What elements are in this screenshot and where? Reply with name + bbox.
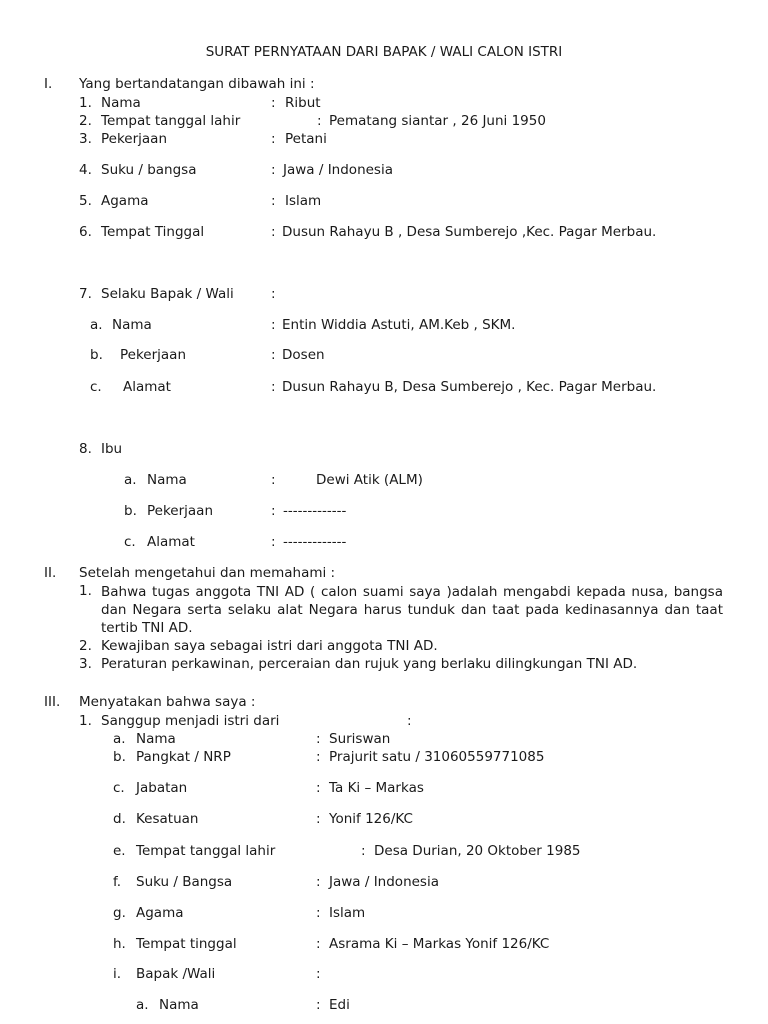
row-label: Bapak /Wali bbox=[136, 966, 216, 982]
row-label: Alamat bbox=[147, 534, 195, 550]
item-1-number: 1. bbox=[79, 713, 92, 729]
row-value: Entin Widdia Astuti, AM.Keb , SKM. bbox=[282, 317, 516, 333]
row-value: Dewi Atik (ALM) bbox=[316, 472, 423, 488]
row-label: Nama bbox=[112, 317, 152, 333]
row-number: b. bbox=[113, 749, 126, 765]
row-colon: : bbox=[317, 113, 322, 129]
row-value: Dusun Rahayu B , Desa Sumberejo ,Kec. Pagar Merbau. bbox=[282, 224, 657, 240]
row-colon: : bbox=[271, 347, 276, 363]
row-label: Alamat bbox=[123, 379, 171, 395]
row-number: 5. bbox=[79, 193, 92, 209]
section-2-heading: Setelah mengetahui dan memahami : bbox=[79, 565, 336, 581]
list-item-number: 1. bbox=[79, 583, 92, 599]
row-colon: : bbox=[271, 503, 276, 519]
row-label: Tempat tanggal lahir bbox=[101, 113, 241, 129]
row-label: Tempat Tinggal bbox=[101, 224, 205, 240]
row-colon: : bbox=[316, 966, 321, 982]
row-label: Tempat tanggal lahir bbox=[136, 843, 276, 859]
row-label: Nama bbox=[159, 997, 199, 1013]
list-item-text: Bahwa tugas anggota TNI AD ( calon suami saya )adalah mengabdi kepada nusa, bangsa dan Negara serta selaku alat Negara harus tunduk dan taat pada kedinasannya dan taat tertib TNI AD. bbox=[101, 584, 723, 636]
row-number: 1. bbox=[79, 95, 92, 111]
row-value: Yonif 126/KC bbox=[329, 811, 413, 827]
section-3-heading: Menyatakan bahwa saya : bbox=[79, 694, 256, 710]
row-label: Suku / bangsa bbox=[101, 162, 197, 178]
row-number: a. bbox=[124, 472, 137, 488]
wali-label: Selaku Bapak / Wali bbox=[101, 286, 234, 302]
row-number: a. bbox=[113, 731, 126, 747]
document-title: SURAT PERNYATAAN DARI BAPAK / WALI CALON ISTRI bbox=[205, 44, 563, 60]
row-colon: : bbox=[316, 731, 321, 747]
row-label: Kesatuan bbox=[136, 811, 199, 827]
row-number: 4. bbox=[79, 162, 92, 178]
section-1-heading: Yang bertandatangan dibawah ini : bbox=[79, 76, 315, 92]
row-colon: : bbox=[316, 997, 321, 1013]
list-item-text: Kewajiban saya sebagai istri dari anggota TNI AD. bbox=[101, 638, 438, 654]
list-item-text: Peraturan perkawinan, perceraian dan rujuk yang berlaku dilingkungan TNI AD. bbox=[101, 656, 638, 672]
row-colon: : bbox=[271, 472, 276, 488]
row-label: Tempat tinggal bbox=[136, 936, 237, 952]
row-colon: : bbox=[271, 534, 276, 550]
section-2-number: II. bbox=[44, 565, 57, 581]
section-3-number: III. bbox=[44, 694, 61, 710]
row-colon: : bbox=[271, 162, 276, 178]
row-label: Pekerjaan bbox=[120, 347, 187, 363]
row-label: Nama bbox=[147, 472, 187, 488]
row-colon: : bbox=[316, 780, 321, 796]
row-number: a. bbox=[136, 997, 149, 1013]
row-number: i. bbox=[113, 966, 122, 982]
row-number: 2. bbox=[79, 113, 92, 129]
row-colon: : bbox=[271, 317, 276, 333]
row-value: ------------- bbox=[283, 534, 347, 550]
row-label: Pangkat / NRP bbox=[136, 749, 231, 765]
row-number: a. bbox=[90, 317, 103, 333]
row-number: 6. bbox=[79, 224, 92, 240]
row-colon: : bbox=[316, 874, 321, 890]
row-colon: : bbox=[271, 131, 276, 147]
row-label: Suku / Bangsa bbox=[136, 874, 233, 890]
row-number: c. bbox=[113, 780, 125, 796]
row-label: Jabatan bbox=[136, 780, 188, 796]
row-value: Islam bbox=[329, 905, 366, 921]
row-colon: : bbox=[271, 379, 276, 395]
row-label: Agama bbox=[101, 193, 149, 209]
row-value: Asrama Ki – Markas Yonif 126/KC bbox=[329, 936, 550, 952]
row-value: Desa Durian, 20 Oktober 1985 bbox=[374, 843, 581, 859]
row-value: Ta Ki – Markas bbox=[329, 780, 424, 796]
row-colon: : bbox=[271, 193, 276, 209]
row-number: e. bbox=[113, 843, 126, 859]
row-colon: : bbox=[361, 843, 366, 859]
row-number: d. bbox=[113, 811, 126, 827]
row-value: ------------- bbox=[283, 503, 347, 519]
row-number: f. bbox=[113, 874, 122, 890]
row-colon: : bbox=[316, 905, 321, 921]
row-number: b. bbox=[90, 347, 103, 363]
item-1-label: Sanggup menjadi istri dari bbox=[101, 713, 280, 729]
list-item-number: 3. bbox=[79, 656, 92, 672]
item-1-colon: : bbox=[407, 713, 412, 729]
wali-number: 7. bbox=[79, 286, 92, 302]
row-colon: : bbox=[271, 224, 276, 240]
list-item-number: 2. bbox=[79, 638, 92, 654]
row-number: 3. bbox=[79, 131, 92, 147]
wali-colon: : bbox=[271, 286, 276, 302]
row-label: Nama bbox=[101, 95, 141, 111]
row-number: g. bbox=[113, 905, 126, 921]
row-label: Pekerjaan bbox=[147, 503, 214, 519]
row-value: Prajurit satu / 31060559771085 bbox=[329, 749, 545, 765]
row-value: Dusun Rahayu B, Desa Sumberejo , Kec. Pagar Merbau. bbox=[282, 379, 657, 395]
row-label: Agama bbox=[136, 905, 184, 921]
row-number: b. bbox=[124, 503, 137, 519]
row-label: Nama bbox=[136, 731, 176, 747]
ibu-label: Ibu bbox=[101, 441, 123, 457]
row-value: Ribut bbox=[285, 95, 321, 111]
row-value: Islam bbox=[285, 193, 322, 209]
row-value: Pematang siantar , 26 Juni 1950 bbox=[329, 113, 546, 129]
row-value: Petani bbox=[285, 131, 327, 147]
row-number: c. bbox=[124, 534, 136, 550]
row-colon: : bbox=[316, 811, 321, 827]
ibu-number: 8. bbox=[79, 441, 92, 457]
row-value: Jawa / Indonesia bbox=[329, 874, 439, 890]
section-1-number: I. bbox=[44, 76, 53, 92]
row-number: h. bbox=[113, 936, 126, 952]
row-value: Edi bbox=[329, 997, 350, 1013]
row-colon: : bbox=[271, 95, 276, 111]
row-value: Dosen bbox=[282, 347, 325, 363]
row-value: Jawa / Indonesia bbox=[283, 162, 393, 178]
row-value: Suriswan bbox=[329, 731, 391, 747]
row-number: c. bbox=[90, 379, 102, 395]
row-label: Pekerjaan bbox=[101, 131, 168, 147]
row-colon: : bbox=[316, 936, 321, 952]
row-colon: : bbox=[316, 749, 321, 765]
